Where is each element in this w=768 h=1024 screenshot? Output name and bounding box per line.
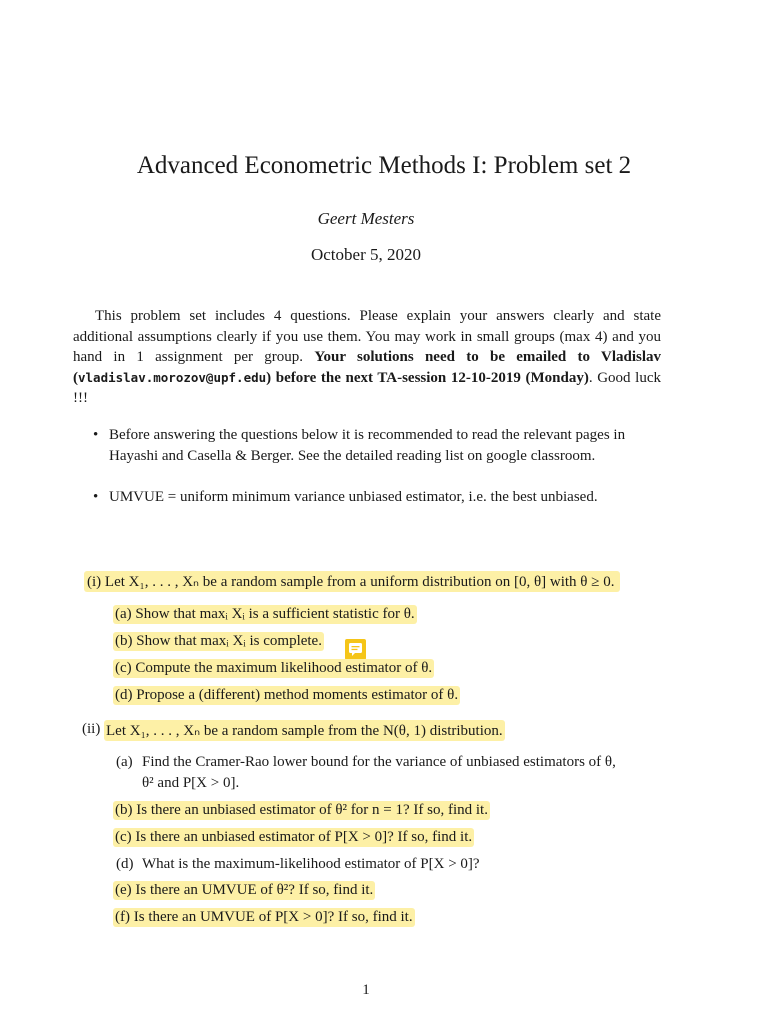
bullet-item <box>73 487 661 508</box>
item-text: Is there an unbiased estimator of P[X > 0]? If so, find it. <box>135 829 473 845</box>
question-2-number: (ii) <box>82 721 101 737</box>
bullet-item <box>73 425 661 466</box>
item-label: (a) <box>116 754 133 770</box>
intro-bold-deadline: ) before the next TA-session 12-10-2019 (Monday) <box>266 369 589 386</box>
question-1-text: Let X₁, . . . , Xₙ be a random sample from a uniform distribution on [0, θ] with θ ≥ 0. <box>104 574 615 590</box>
item-label: (b) <box>115 633 133 649</box>
bullet-list <box>73 425 661 529</box>
question-2-text: Let X₁, . . . , Xₙ be a random sample from the N(θ, 1) distribution. <box>106 723 503 739</box>
bullet-text: UMVUE = uniform minimum variance unbiased estimator, i.e. the best unbiased. <box>109 489 598 505</box>
item-text: Propose a (different) method moments estimator of θ. <box>136 687 459 703</box>
date: October 5, 2020 <box>310 245 421 264</box>
question-1-item-b <box>0 633 768 655</box>
page-number: 1 <box>362 982 370 998</box>
item-text: Find the Cramer-Rao lower bound for the variance of unbiased estimators of θ, <box>142 754 616 770</box>
item-text: Show that maxᵢ Xᵢ is a sufficient statistic for θ. <box>135 606 415 622</box>
item-text: Is there an UMVUE of θ²? If so, find it. <box>135 882 374 898</box>
item-text-continued: θ² and P[X > 0]. <box>142 775 240 791</box>
question-2-item-d <box>0 856 768 878</box>
email-link[interactable]: vladislav.morozov@upf.edu <box>78 369 267 385</box>
question-1 <box>0 572 768 594</box>
comment-icon[interactable] <box>345 639 366 660</box>
intro-closing: . Good luck !!! <box>73 369 661 406</box>
intro-bold: Your solutions need to be emailed to Vladislav ( <box>73 349 662 386</box>
item-text: Compute the maximum likelihood estimator of θ. <box>135 660 433 676</box>
question-1-item-c <box>0 660 768 682</box>
question-1-number: (i) <box>87 574 102 590</box>
item-label: (c) <box>115 829 132 845</box>
page-title: Advanced Econometric Methods I: Problem set 2 <box>136 152 632 179</box>
intro-text: This problem set includes 4 questions. Please explain your answers clearly and state additional assumptions clearly if you use them. You may work in small groups (max 4) and you hand in 1 assignment per group. <box>73 308 661 365</box>
question-1-item-a <box>0 606 768 628</box>
question-1-item-d <box>0 687 768 709</box>
item-text: What is the maximum-likelihood estimator of P[X > 0]? <box>142 856 480 872</box>
item-label: (b) <box>115 802 133 818</box>
item-text: Is there an unbiased estimator of θ² for n = 1? If so, find it. <box>136 802 488 818</box>
item-label: (d) <box>115 687 133 703</box>
bullet-icon: • <box>93 489 99 505</box>
item-label: (e) <box>115 882 132 898</box>
item-text: Is there an UMVUE of P[X > 0]? If so, find it. <box>133 909 413 925</box>
question-2-item-b <box>0 802 768 824</box>
question-2-item-e <box>0 882 768 904</box>
bullet-text: Before answering the questions below it is recommended to read the relevant pages in Hayashi and Casella & Berger. See the detailed reading list on google classroom. <box>109 427 626 464</box>
item-label: (d) <box>116 856 134 872</box>
question-2-item-a <box>0 754 768 776</box>
item-label: (c) <box>115 660 132 676</box>
question-2-item-a-cont <box>0 775 768 797</box>
item-text: Show that maxᵢ Xᵢ is complete. <box>136 633 322 649</box>
author: Geert Mesters <box>317 209 415 228</box>
question-2 <box>0 721 768 743</box>
question-2-item-c <box>0 829 768 851</box>
bullet-icon: • <box>93 427 99 443</box>
item-label: (f) <box>115 909 130 925</box>
question-2-item-f <box>0 909 768 931</box>
intro-paragraph <box>73 306 661 409</box>
item-label: (a) <box>115 606 132 622</box>
